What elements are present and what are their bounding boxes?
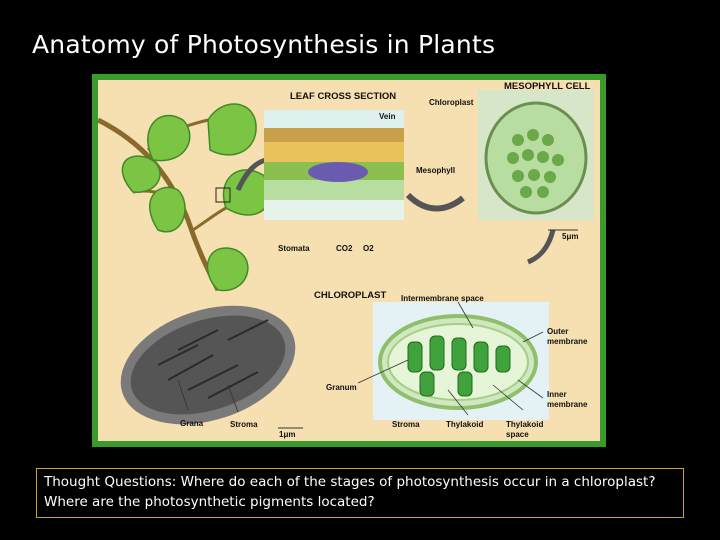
mesophyll-cell-heading: MESOPHYLL CELL (504, 81, 591, 92)
slide-title: Anatomy of Photosynthesis in Plants (32, 30, 496, 59)
photosynthesis-figure (92, 74, 606, 447)
thylakoid-space-label-1: Thylakoid (506, 420, 544, 429)
thought-questions-box: Thought Questions: Where do each of the stages of photosynthesis occur in a chloroplast? Where are the photosynthetic pigments located? (36, 468, 684, 518)
chloroplast-diagram (373, 302, 549, 420)
granum-label: Granum (326, 383, 357, 392)
inner-membrane-label-1: Inner (547, 390, 567, 399)
chloroplast-heading: CHLOROPLAST (314, 290, 387, 301)
mesophyll-cell-illustration (478, 90, 594, 220)
mesophyll-label: Mesophyll (416, 166, 456, 175)
thylakoid-label: Thylakoid (446, 420, 484, 429)
o2-label: O2 (363, 244, 374, 253)
outer-membrane-label-2: membrane (547, 337, 588, 346)
grana-label: Grana (180, 419, 204, 428)
outer-membrane-label-1: Outer (547, 327, 569, 336)
co2-label: CO2 (336, 244, 353, 253)
intermembrane-space-label: Intermembrane space (401, 294, 484, 303)
stroma-left-label: Stroma (230, 420, 258, 429)
figure-panel (98, 80, 600, 441)
scale-5um-label: 5μm (562, 232, 579, 241)
chloroplast-micrograph (105, 285, 310, 441)
vein-label: Vein (379, 112, 396, 121)
stroma-right-label: Stroma (392, 420, 420, 429)
leaf-cross-section-heading: LEAF CROSS SECTION (290, 91, 397, 102)
chloroplast-label: Chloroplast (429, 98, 474, 107)
stomata-label: Stomata (278, 244, 310, 253)
leaf-illustration (122, 104, 271, 290)
leaf-cross-section-illustration (264, 110, 404, 220)
inner-membrane-label-2: membrane (547, 400, 588, 409)
scale-1um-label: 1μm (279, 430, 296, 439)
thylakoid-space-label-2: space (506, 430, 529, 439)
